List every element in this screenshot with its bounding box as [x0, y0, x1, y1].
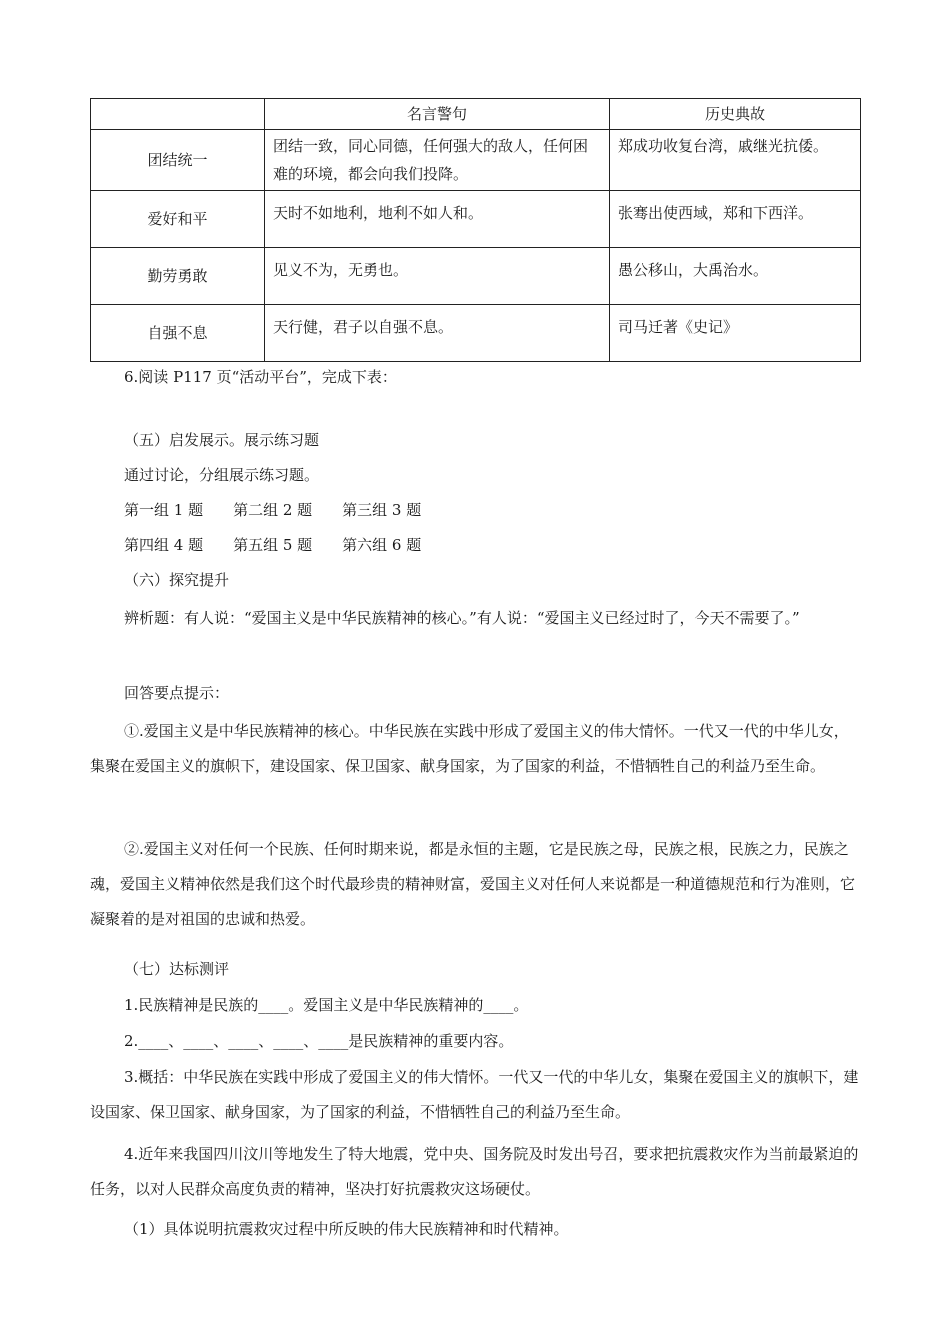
quiz-question-2: 2.____、____、____、____、____是民族精神的重要内容。 [124, 1032, 514, 1050]
table-row [91, 191, 861, 248]
section-5-title: （五）启发展示。展示练习题 [124, 431, 320, 449]
spirit-table [90, 98, 861, 362]
quiz-question-4-1: （1）具体说明抗震救灾过程中所反映的伟大民族精神和时代精神。 [124, 1220, 569, 1238]
table-row [91, 248, 861, 305]
quote-cell: 见义不为，无勇也。 [265, 248, 610, 305]
story-cell: 张骞出使西域，郑和下西洋。 [610, 191, 861, 248]
groups-line-2: 第四组 4 题 第五组 5 题 第六组 6 题 [124, 536, 422, 554]
quiz-question-4: 4.近年来我国四川汶川等地发生了特大地震，党中央、国务院及时发出号召，要求把抗震救灾作为当前最紧迫的任务，以对人民群众高度负责的精神，坚决打好抗震救灾这场硬仗。 [90, 1145, 859, 1198]
section-6-question: 辨析题：有人说：“爱国主义是中华民族精神的核心。”有人说：“爱国主义已经过时了，今天不需要了。” [124, 609, 800, 627]
quote-cell: 天时不如地利，地利不如人和。 [265, 191, 610, 248]
section-6-answer-2: ②.爱国主义对任何一个民族、任何时期来说，都是永恒的主题，它是民族之母，民族之根，民族之力，民族之魂，爱国主义精神依然是我们这个时代最珍贵的精神财富，爱国主义对任何人来说都是一种道德规范和行为准则，它凝聚着的是对祖国的忠诚和热爱。 [90, 840, 856, 928]
topic-cell: 团结统一 [91, 130, 265, 191]
topic-cell: 爱好和平 [91, 191, 265, 248]
quiz-question-1: 1.民族精神是民族的____。爱国主义是中华民族精神的____。 [124, 996, 529, 1014]
section-6-hint: 回答要点提示： [124, 684, 230, 702]
topic-cell: 勤劳勇敢 [91, 248, 265, 305]
topic-cell: 自强不息 [91, 305, 265, 362]
quiz-question-3: 3.概括：中华民族在实践中形成了爱国主义的伟大情怀。一代又一代的中华儿女，集聚在爱国主义的旗帜下，建设国家、保卫国家、献身国家，为了国家的利益，不惜牺牲自己的利益乃至生命。 [90, 1068, 859, 1121]
quote-cell: 团结一致，同心同德，任何强大的敌人，任何困难的环境，都会向我们投降。 [265, 130, 610, 191]
story-cell: 司马迁著《史记》 [610, 305, 861, 362]
header-topic [91, 99, 265, 130]
header-quote: 名言警句 [265, 99, 610, 130]
table-row [91, 305, 861, 362]
section-6-title: （六）探究提升 [124, 571, 230, 589]
story-cell: 愚公移山，大禹治水。 [610, 248, 861, 305]
section-5-desc: 通过讨论，分组展示练习题。 [124, 466, 320, 484]
table-row [91, 130, 861, 191]
header-story: 历史典故 [610, 99, 861, 130]
story-cell: 郑成功收复台湾，戚继光抗倭。 [610, 130, 861, 191]
quote-cell: 天行健，君子以自强不息。 [265, 305, 610, 362]
instruction-p6: 6.阅读 P117 页“活动平台”，完成下表： [124, 368, 397, 386]
groups-line-1: 第一组 1 题 第二组 2 题 第三组 3 题 [124, 501, 422, 519]
section-7-title: （七）达标测评 [124, 960, 230, 978]
section-6-answer-1: ①.爱国主义是中华民族精神的核心。中华民族在实践中形成了爱国主义的伟大情怀。一代又一代的中华儿女，集聚在爱国主义的旗帜下，建设国家、保卫国家、献身国家，为了国家的利益，不惜牺牲自己的利益乃至生命。 [90, 722, 849, 775]
table-header-row [91, 99, 861, 130]
